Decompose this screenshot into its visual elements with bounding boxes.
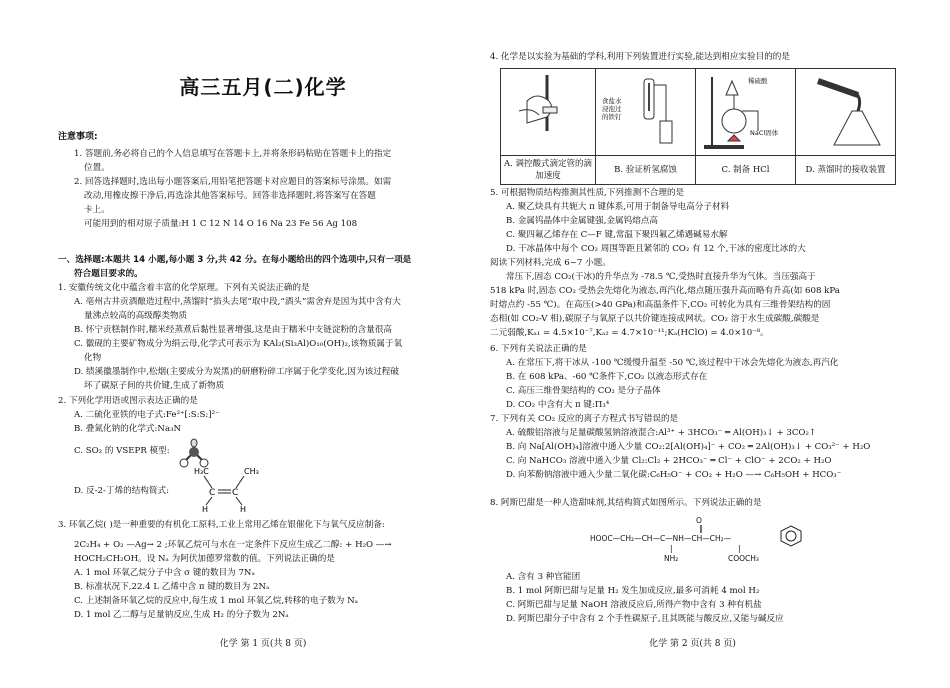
question-stem: 7. 下列有关 CO₂ 反应的离子方程式书写错误的是 — [490, 414, 679, 424]
page-footer: 化学 第 1 页(共 8 页) — [219, 639, 307, 649]
equation-line: HOCH₂CH₂OH。设 Nₐ 为阿伏加德罗常数的值。下列说法正确的是 — [74, 554, 335, 564]
option-c: C. 阿斯巴甜与足量 NaOH 溶液反应后,所得产物中含有 3 种有机盐 — [506, 600, 762, 610]
question-7 — [490, 412, 895, 482]
notice-line: 可能用到的相对原子质量:H 1 C 12 N 14 O 16 Na 23 Fe 56 Ag 108 — [84, 219, 358, 229]
question-1 — [58, 281, 468, 393]
question-6 — [490, 342, 895, 412]
option-b: B. 标准状况下,22.4 L 乙烯中含 π 键的数目为 2Nₐ — [74, 582, 270, 592]
page-2 — [490, 0, 895, 688]
option-d: D. CO₂ 中含有大 π 键:Π₃⁴ — [506, 400, 610, 410]
page-title: 高三五月(二)化学 — [179, 75, 347, 99]
option-b: B. 金属钨晶体中金属键强,金属钨熔点高 — [506, 216, 659, 226]
option-d-cont: 坏了碳原子间的共价键,生成了新物质 — [84, 381, 225, 391]
hcl-apparatus-icon — [698, 71, 793, 153]
notice-heading: 注意事项: — [58, 132, 98, 142]
option-c: C. 上述制备环氧乙烷的反应中,每生成 1 mol 环氧乙烷,转移的电子数为 Nₐ — [74, 596, 358, 606]
option-a: A. 在常压下,将干冰从 -100 ℃缓慢升温至 -50 ℃,该过程中干冰会先熔化为液态,再汽化 — [506, 358, 839, 368]
passage-line: 阅读下列材料,完成 6~7 小题。 — [490, 258, 611, 268]
notice-line: 位置。 — [84, 163, 110, 173]
question-stem: 5. 可根据物质结构推测其性质,下列推测不合理的是 — [490, 188, 685, 198]
section-line: 一、选择题:本题共 14 小题,每小题 3 分,共 42 分。在每小题给出的四个选项中,只有一项是 — [58, 255, 412, 265]
option-b: B. 叠氮化钠的化学式:Na₃N — [74, 424, 182, 434]
side-label: 食盐水浸泡过的铁钉 — [602, 97, 622, 121]
svg-text:H₃C: H₃C — [194, 467, 209, 476]
option-c-cell: C. 制备 HCl — [696, 156, 796, 185]
question-5 — [490, 186, 895, 256]
acid-label: 稀硫酸 — [748, 77, 768, 85]
option-a: A. 亳州古井贡酒酿造过程中,蒸馏时“掐头去尾”取中段,“酒头”需舍弃是因为其中含有大 — [74, 297, 401, 307]
page-1 — [58, 0, 468, 688]
receiver-flask-icon — [798, 71, 893, 153]
section-heading — [58, 253, 468, 281]
option-a-cont: 量沸点较高的高级醇类物质 — [84, 311, 188, 321]
svg-text:C: C — [209, 488, 216, 498]
option-d: D. 反-2-丁烯的结构简式: — [74, 486, 169, 496]
option-b: B. 在 608 kPa、-60 ℃条件下,CO₂ 以液态形式存在 — [506, 372, 708, 382]
option-c-cont: 化物 — [84, 353, 102, 363]
option-d: D. 向苯酚钠溶液中通入少量二氧化碳:C₆H₅O⁻ + CO₂ + H₂O —→ C₆H₅OH + HCO₃⁻ — [506, 470, 842, 480]
option-a: A. 聚乙炔具有共轭大 π 键体系,可用于制备导电高分子材料 — [506, 202, 730, 212]
option-c: C. 徽砚的主要矿物成分为绢云母,化学式可表示为 KAl₂(Si₃Al)O₁₀(OH)₂,该物质属于氧 — [74, 339, 403, 349]
svg-text:H: H — [240, 505, 247, 514]
option-c: C. SO₂ 的 VSEPR 模型: — [74, 446, 170, 456]
option-c: C. 聚四氟乙烯存在 C—F 键,常温下聚四氟乙烯遇碱易水解 — [506, 230, 728, 240]
question-stem: 3. 环氧乙烷( )是一种重要的有机化工原料,工业上常用乙烯在银催化下与氧气反应制备: — [58, 520, 385, 530]
option-b: B. 向 Na[Al(OH)₄]溶液中通入少量 CO₂:2[Al(OH)₄]⁻ + CO₂ ═ 2Al(OH)₃↓ + CO₃²⁻ + H₂O — [506, 442, 871, 452]
question-stem: 1. 安徽传统文化中蕴含着丰富的化学原理。下列有关说法正确的是 — [58, 283, 310, 293]
option-c: C. 高压三维骨架结构的 CO₂ 是分子晶体 — [506, 386, 661, 396]
carbonyl-o: O — [696, 516, 702, 525]
option-d: D. 绩溪徽墨制作中,松烟(主要成分为炭黑)的研磨粉碎工序属于化学变化,因为该过程破 — [74, 367, 399, 377]
iron-nail-tube-icon — [598, 71, 693, 153]
passage-line: 态相(如 CO₂-V 相),碳原子与氧原子以共价键连接成网状。CO₂ 溶于水生成碳酸,碳酸是 — [490, 314, 820, 324]
question-3 — [58, 518, 468, 622]
option-a: A. 硫酸铝溶液与足量碳酸氢钠溶液混合:Al³⁺ + 3HCO₃⁻ ═ Al(OH)₃↓ + 3CO₂↑ — [506, 428, 817, 438]
nacl-label: NaCl固体 — [750, 129, 779, 137]
benzene-ring-icon — [778, 524, 804, 548]
equation-line: 2C₂H₄ + O₂ —Ag→ 2 ;环氧乙烷可与水在一定条件下反应生成乙二醇: + H₂O —→ — [74, 540, 392, 550]
question-stem: 8. 阿斯巴甜是一种人造甜味剂,其结构简式如图所示。下列说法正确的是 — [490, 498, 762, 508]
notice-line: 改动,用橡皮擦干净后,再选涂其他答案标号。回答非选择题时,将答案写在答题 — [84, 191, 376, 201]
svg-text:H: H — [202, 505, 209, 514]
option-c: C. 向 NaHCO₃ 溶液中通入少量 Cl₂:Cl₂ + 2HCO₃⁻ ═ Cl⁻ + ClO⁻ + 2CO₂ + H₂O — [506, 456, 832, 466]
option-d-cell: D. 蒸馏时的接收装置 — [796, 156, 896, 185]
option-d: D. 阿斯巴甜分子中含有 2 个手性碳原子,且其既能与酸反应,又能与碱反应 — [506, 614, 784, 624]
option-a: A. 二硫化亚铁的电子式:Fe²⁺[:S:S:]²⁻ — [74, 410, 220, 420]
bond-mark: | — [738, 544, 741, 553]
option-a: A. 1 mol 环氧乙烷分子中含 σ 键的数目为 7Nₐ — [74, 568, 255, 578]
notices — [58, 147, 468, 231]
passage-line: 二元弱酸,Kₐ₁ = 4.5×10⁻⁷,Kₐ₂ = 4.7×10⁻¹¹;Kₐ(HClO) = 4.0×10⁻⁸。 — [490, 328, 769, 338]
question-stem: 2. 下列化学用语或图示表达正确的是 — [58, 396, 198, 406]
double-bond-mark: ‖ — [699, 524, 703, 533]
svg-text:C: C — [232, 488, 239, 498]
question-stem: 4. 化学是以实验为基础的学科,利用下列装置进行实验,能达到相应实验目的的是 — [490, 52, 790, 62]
question-8-stem — [490, 496, 895, 510]
passage-line: 518 kPa 时,固态 CO₂ 受热会先熔化为液态,再汽化,熔点随压强升高而略有升高(如 608 kPa — [490, 286, 840, 296]
question-8-options — [490, 570, 895, 626]
amino-group: NH₂ — [664, 554, 679, 563]
option-d: D. 干冰晶体中每个 CO₂ 周围等距且紧邻的 CO₂ 有 12 个,干冰的密度比冰的大 — [506, 244, 806, 254]
main-chain: HOOC—CH₂—CH—C—NH—CH—CH₂— — [590, 534, 732, 543]
aspartame-structure — [590, 514, 850, 566]
option-b-cell: B. 验证析氢腐蚀 — [596, 156, 696, 185]
page-footer: 化学 第 2 页(共 8 页) — [649, 639, 736, 649]
experiment-table — [500, 68, 896, 185]
notice-line: 卡上。 — [84, 205, 110, 215]
ester-group: COOCH₃ — [728, 554, 759, 563]
notice-line: 1. 答题前,务必将自己的个人信息填写在答题卡上,并将条形码粘贴在答题卡上的指定 — [74, 149, 392, 159]
option-d: D. 1 mol 乙二醇与足量钠反应,生成 H₂ 的分子数为 2Nₐ — [74, 610, 289, 620]
question-4-stem — [490, 50, 895, 64]
svg-text:CH₃: CH₃ — [244, 467, 259, 476]
option-b: B. 1 mol 阿斯巴甜与足量 H₂ 发生加成反应,最多可消耗 4 mol H₂ — [506, 586, 760, 596]
option-a-cell: A. 调控酸式滴定管的滴加速度 — [501, 156, 596, 185]
section-line: 符合题目要求的。 — [74, 269, 143, 279]
passage-line: 常压下,固态 CO₂(干冰)的升华点为 -78.5 ℃,受热时直接升华为气体。当压强高于 — [506, 272, 816, 282]
question-stem: 6. 下列有关说法正确的是 — [490, 344, 587, 354]
trans-butene-structure-icon — [176, 464, 266, 514]
notice-line: 2. 回答选择题时,选出每小题答案后,用铅笔把答题卡对应题目的答案标号涂黑。如需 — [74, 177, 392, 187]
burette-hand-icon — [503, 71, 593, 153]
passage-line: 时熔点约 -55 ℃)。在高压(>40 GPa)和高温条件下,CO₂ 可转化为具有三维骨架结构的固 — [490, 300, 831, 310]
bond-mark: | — [670, 544, 673, 553]
option-a: A. 含有 3 种官能团 — [506, 572, 581, 582]
reading-passage — [490, 256, 895, 340]
option-b: B. 怀宁贡糕制作时,糯米经蒸煮后黏性显著增强,这是由于糯米中支链淀粉的含量很高 — [74, 325, 393, 335]
